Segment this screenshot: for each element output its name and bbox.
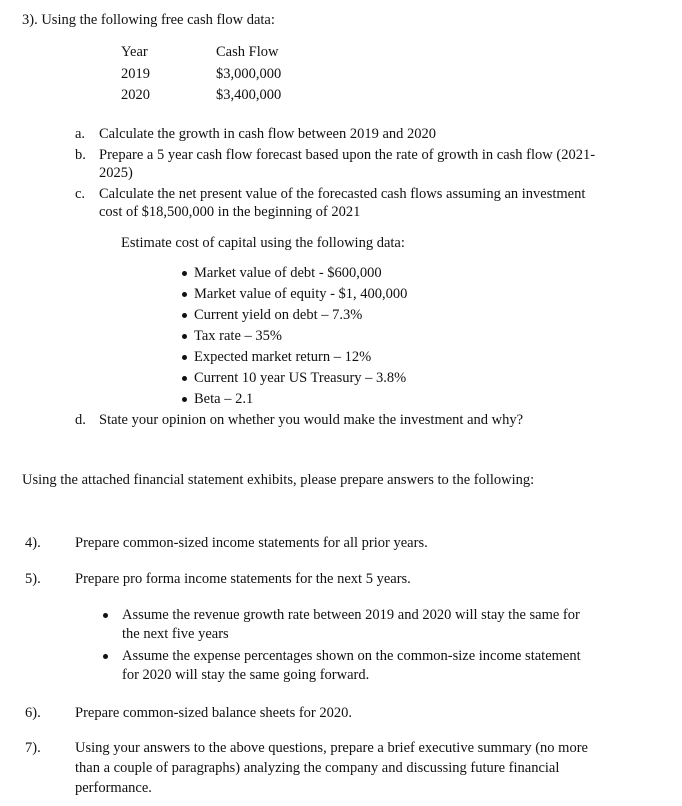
question-7-line3: performance. bbox=[75, 780, 152, 796]
question-6-text: Prepare common-sized balance sheets for 2020. bbox=[75, 705, 353, 721]
bullet-dot-icon bbox=[182, 292, 187, 297]
bullet-dot-icon bbox=[182, 355, 187, 360]
table-cell-cash-flow: $3,000,000 bbox=[216, 66, 282, 82]
question-7-line2: than a couple of paragraphs) analyzing the company and discussing future financial bbox=[75, 760, 560, 776]
list-item: Beta – 2.1 bbox=[194, 391, 254, 407]
q5-bullet-1-line2: the next five years bbox=[122, 626, 229, 642]
section-intro: Using the attached financial statement exhibits, please prepare answers to the following: bbox=[22, 472, 535, 488]
question-4-text: Prepare common-sized income statements for all prior years. bbox=[75, 535, 428, 551]
q5-bullet-1-line1: Assume the revenue growth rate between 2019 and 2020 will stay the same for bbox=[122, 607, 580, 623]
part-text-c-line2: cost of $18,500,000 in the beginning of 2021 bbox=[99, 204, 361, 220]
table-header-year: Year bbox=[121, 44, 148, 60]
part-marker-b: b. bbox=[75, 147, 86, 163]
question-3-heading: 3). Using the following free cash flow data: bbox=[22, 12, 275, 28]
question-7-number: 7). bbox=[25, 740, 41, 756]
bullet-dot-icon bbox=[182, 376, 187, 381]
table-cell-cash-flow: $3,400,000 bbox=[216, 87, 282, 103]
list-item: Current yield on debt – 7.3% bbox=[194, 307, 363, 323]
part-text-a: Calculate the growth in cash flow between 2019 and 2020 bbox=[99, 126, 437, 142]
part-text-b-line2: 2025) bbox=[99, 165, 133, 181]
q5-bullet-2-line1: Assume the expense percentages shown on the common-size income statement bbox=[122, 648, 581, 664]
part-marker-a: a. bbox=[75, 126, 86, 142]
bullet-dot-icon bbox=[182, 334, 187, 339]
part-text-b-line1: Prepare a 5 year cash flow forecast based upon the rate of growth in cash flow (2021- bbox=[99, 147, 596, 163]
part-text-c-line1: Calculate the net present value of the forecasted cash flows assuming an investment bbox=[99, 186, 586, 202]
list-item: Market value of equity - $1, 400,000 bbox=[194, 286, 408, 302]
q5-bullet-2-line2: for 2020 will stay the same going forward. bbox=[122, 667, 370, 683]
list-item: Tax rate – 35% bbox=[194, 328, 282, 344]
part-text-d: State your opinion on whether you would make the investment and why? bbox=[99, 412, 524, 428]
bullet-dot-icon bbox=[182, 271, 187, 276]
list-item: Expected market return – 12% bbox=[194, 349, 372, 365]
question-7-line1: Using your answers to the above questions, prepare a brief executive summary (no more bbox=[75, 740, 588, 756]
question-6-number: 6). bbox=[25, 705, 41, 721]
question-4-number: 4). bbox=[25, 535, 41, 551]
estimate-intro: Estimate cost of capital using the following data: bbox=[121, 235, 405, 251]
question-5-number: 5). bbox=[25, 571, 41, 587]
list-item: Market value of debt - $600,000 bbox=[194, 265, 382, 281]
part-marker-d: d. bbox=[75, 412, 86, 428]
bullet-dot-icon bbox=[182, 313, 187, 318]
table-cell-year: 2020 bbox=[121, 87, 150, 103]
table-cell-year: 2019 bbox=[121, 66, 150, 82]
part-marker-c: c. bbox=[75, 186, 86, 202]
list-item: Current 10 year US Treasury – 3.8% bbox=[194, 370, 407, 386]
question-5-text: Prepare pro forma income statements for the next 5 years. bbox=[75, 571, 411, 587]
bullet-dot-icon bbox=[182, 397, 187, 402]
table-header-cash-flow: Cash Flow bbox=[216, 44, 279, 60]
bullet-dot-icon bbox=[103, 654, 108, 659]
bullet-dot-icon bbox=[103, 613, 108, 618]
